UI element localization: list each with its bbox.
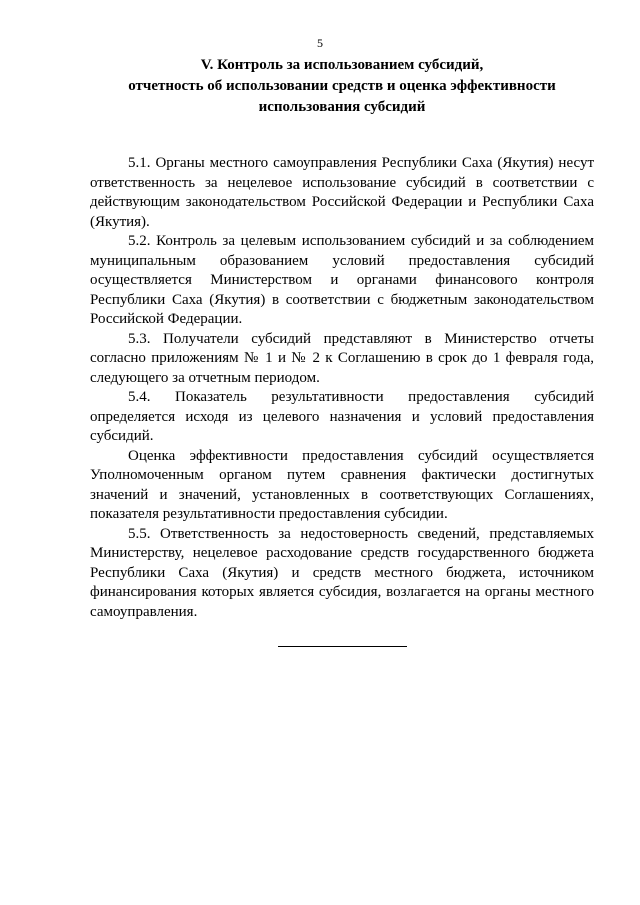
heading-line-2: отчетность об использовании средств и оценка эффективности <box>128 78 556 94</box>
section-body <box>90 154 594 622</box>
closing-rule <box>278 646 407 647</box>
section-heading <box>90 55 594 118</box>
heading-line-1: V. Контроль за использованием субсидий, <box>200 57 484 73</box>
paragraph-5-5: 5.5. Ответственность за недостоверность сведений, представляемых Министерству, нецелевое расходование средств государственного бюджета Республики Саха (Якутия) и средств местного бюджета, источником финансирования которых является субсидия, возлагается на органы местного самоуправления. <box>90 525 594 620</box>
page-number: 5 <box>317 36 323 50</box>
paragraph-5-2: 5.2. Контроль за целевым использованием субсидий и за соблюдением муниципальным образованием условий предоставления субсидий осуществляется Министерством и органами финансового контроля Республики Саха (Якутия) в соответствии с бюджетным законодательством Российской Федерации. <box>90 233 594 327</box>
paragraph-5-4: 5.4. Показатель результативности предоставления субсидий определяется исходя из целевого назначения и условий предоставления субсидий. <box>90 389 594 444</box>
paragraph-efficiency-assessment: Оценка эффективности предоставления субсидий осуществляется Уполномоченным органом путем сравнения фактически достигнутых значений и значений, установленных в соответствующих Соглашениях, показателя результативности предоставления субсидии. <box>90 447 594 522</box>
paragraph-5-1: 5.1. Органы местного самоуправления Республики Саха (Якутия) несут ответственность за нецелевое использование субсидий в соответствии с действующим законодательством Российской Федерации и Республики Саха (Якутия). <box>90 155 594 230</box>
paragraph-5-3: 5.3. Получатели субсидий представляют в Министерство отчеты согласно приложениям № 1 и № 2 к Соглашению в срок до 1 февраля года, следующего за отчетным периодом. <box>90 330 594 386</box>
heading-line-3: использования субсидий <box>258 99 426 115</box>
